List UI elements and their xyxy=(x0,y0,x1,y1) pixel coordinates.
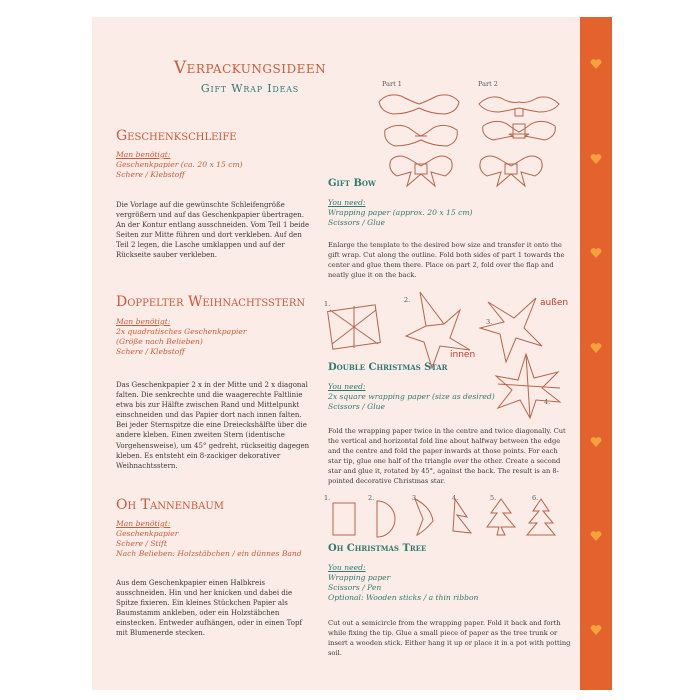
step-label: 4. xyxy=(544,398,551,406)
needs-label: You need: xyxy=(328,198,366,207)
step-label: 3. xyxy=(412,494,419,502)
heart-icon xyxy=(590,342,602,354)
material-item: Scissors / Glue xyxy=(328,218,386,227)
tree-heading-de: Oh Tannenbaum xyxy=(116,497,224,513)
material-item: Optional: Wooden sticks / a thin ribbon xyxy=(328,593,479,602)
tree-materials-en xyxy=(328,563,478,603)
step-label: 1. xyxy=(324,300,331,308)
bow-heading-de: Geschenkschleife xyxy=(116,128,237,144)
bow-materials-de xyxy=(116,150,243,180)
bow-materials-en xyxy=(328,198,473,228)
heart-icon xyxy=(590,247,602,259)
material-item: Nach Belieben: Holzstäbchen / ein dünnes Band xyxy=(116,549,302,558)
heart-icon xyxy=(590,58,602,70)
tree-materials-de xyxy=(116,519,302,559)
star-materials-de xyxy=(116,317,247,357)
material-item: Wrapping paper (approx. 20 x 15 cm) xyxy=(328,208,473,217)
material-item: Schere / Klebstoff xyxy=(116,347,185,356)
material-item: 2x quadratisches Geschenkpapier xyxy=(116,327,247,336)
needs-label: Man benötigt: xyxy=(116,317,171,326)
hand-label-outside: außen xyxy=(540,298,569,308)
step-label: 3. xyxy=(486,318,493,326)
step-label: 5. xyxy=(490,494,497,502)
step-label: 4. xyxy=(452,494,459,502)
bow-illustration xyxy=(375,90,575,200)
material-item: Scissors / Glue xyxy=(328,402,386,411)
tree-illustration xyxy=(325,495,565,545)
step-label: 2. xyxy=(404,296,411,304)
needs-label: Man benötigt: xyxy=(116,150,171,159)
material-item: Geschenkpapier (ca. 20 x 15 cm) xyxy=(116,160,243,169)
tree-text-de: Aus dem Geschenkpapier einen Halbkreis ausschneiden. Hin und her knicken und dabei die Spitze fixieren. Ein kleines Stückchen Papier als Baumstamm ankleben, oder ein Holzstäbchen einstecken. Entweder aufhängen, oder in einen Topf mit Blumenerde stecken. xyxy=(116,579,303,638)
part1-label: Part 1 xyxy=(382,80,402,88)
star-heading-de: Doppelter Weihnachtsstern xyxy=(116,294,306,310)
needs-label: Man benötigt: xyxy=(116,519,171,528)
star-text-de: Das Geschenkpapier 2 x in der Mitte und 2 x diagonal falten. Die senkrechte und die waagerechte Faltlinie etwa bis zur Hälfte zwischen Rand und Mittelpunkt einschneiden und das Papier dort nach innen falten. Bei jeder Sternspitze die eine Dreieckshälfte über die andere kleben. Einen zweiten Stern (identische Vorgehensweise), um 45° gedreht, rückseitig dagegen kleben. Es entsteht ein 8-zackiger dekorativer Weihnachtsstern. xyxy=(116,381,310,470)
material-item: Scissors / Pen xyxy=(328,583,382,592)
bow-text-en: Enlarge the template to the desired bow size and transfer it onto the gift wrap. Cut along the outline. Fold both sides of part 1 towards the center and glue them there. Place on part 2, fold over the flap and neatly glue it on the back. xyxy=(328,241,565,280)
tree-text-en: Cut out a semicircle from the wrapping paper. Fold it back and forth while fixing the tip. Glue a small piece of paper as the tree trunk or insert a wooden stick. Either hang it up or place it in a pot with potting soil. xyxy=(328,619,571,658)
star-text-en: Fold the wrapping paper twice in the centre and twice diagonally. Cut the vertical and horizontal fold line about halfway between the edge and the centre and fold the paper inwards at those points. For each star tip, glue one half of the triangle over the other. Create a second star and glue it, rotated by 45°, against the back. The result is an 8-pointed decorative Christmas star. xyxy=(328,427,566,486)
step-label: 6. xyxy=(532,494,539,502)
heart-icon xyxy=(590,436,602,448)
needs-label: You need: xyxy=(328,382,366,391)
step-label: 1. xyxy=(324,494,331,502)
heart-icon xyxy=(590,530,602,542)
bow-heading-en: Gift Bow xyxy=(328,178,376,189)
heart-icon xyxy=(590,624,602,636)
bow-text-de: Die Vorlage auf die gewünschte Schleifengröße vergrößern und auf das Geschenkpapier übertragen. An der Kontur entlang ausschneiden. Vom Teil 1 beide Seiten zur Mitte führen und dort verkleben. Auf den Teil 2 legen, die Lasche umklappen und auf der Rückseite sauber verkleben. xyxy=(116,201,310,260)
hand-label-inside: innen xyxy=(450,350,476,360)
needs-label: You need: xyxy=(328,563,366,572)
material-item: 2x square wrapping paper (size as desired) xyxy=(328,392,495,401)
material-item: Geschenkpapier xyxy=(116,529,179,538)
part2-label: Part 2 xyxy=(478,80,498,88)
heart-icon xyxy=(590,153,602,165)
material-item: Schere / Stift xyxy=(116,539,167,548)
material-item: Wrapping paper xyxy=(328,573,391,582)
step-label: 2. xyxy=(368,494,375,502)
star-heading-en: Double Christmas Star xyxy=(328,362,448,373)
material-item: (Größe nach Belieben) xyxy=(116,337,203,346)
page-title: Verpackungsideen xyxy=(173,58,327,78)
star-materials-en xyxy=(328,382,495,412)
tree-heading-en: Oh Christmas Tree xyxy=(328,543,427,554)
material-item: Schere / Klebstoff xyxy=(116,170,185,179)
page-subtitle: Gift Wrap Ideas xyxy=(200,82,300,95)
